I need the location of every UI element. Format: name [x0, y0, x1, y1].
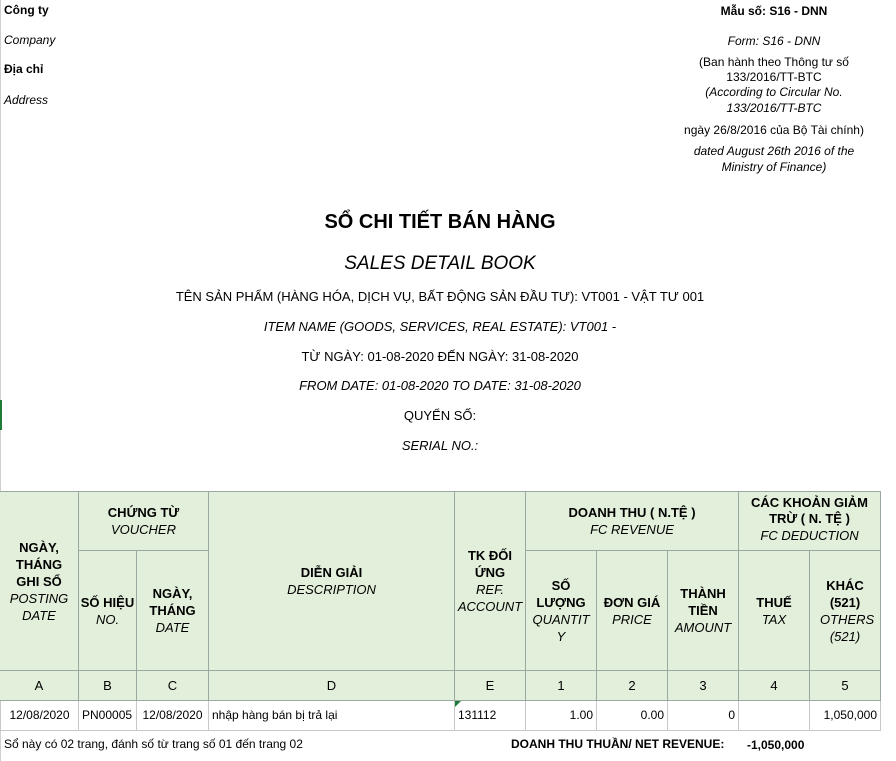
header-voucher-no: SỐ HIỆU NO. [79, 551, 137, 671]
cell-comment-indicator [455, 701, 461, 707]
cell-tax[interactable] [739, 701, 810, 731]
cell-price[interactable]: 0.00 [597, 701, 668, 731]
serial: QUYỂN SỐ: [403, 408, 477, 423]
item-name-en: ITEM NAME (GOODS, SERVICES, REAL ESTATE): VT001 - [263, 319, 617, 334]
cell-others[interactable]: 1,050,000 [810, 701, 881, 731]
col-letter-c: C [137, 671, 209, 701]
col-letter-b: B [79, 671, 137, 701]
company-label-en: Company [4, 33, 56, 47]
serial-en: SERIAL NO.: [401, 438, 479, 453]
col-number-2: 2 [597, 671, 668, 701]
header-others: KHÁC (521) OTHERS (521) [810, 551, 881, 671]
period: TỪ NGÀY: 01-08-2020 ĐẾN NGÀY: 31-08-2020 [301, 349, 579, 364]
header-fc-revenue: DOANH THU ( N.TỆ ) FC REVENUE [526, 491, 739, 551]
header-ref-account: TK ĐỐI ỨNG REF. ACCOUNT [455, 491, 526, 671]
page-title-en: SALES DETAIL BOOK [344, 253, 536, 274]
header-posting-date: NGÀY, THÁNG GHI SỔ POSTING DATE [0, 491, 79, 671]
header-description: DIỄN GIẢI DESCRIPTION [209, 491, 455, 671]
address-label: Địa chỉ [4, 62, 44, 76]
col-number-3: 3 [668, 671, 739, 701]
issued-date-en-2: Ministry of Finance) [721, 160, 827, 174]
cell-voucher-no[interactable]: PN00005 [79, 701, 137, 731]
period-en: FROM DATE: 01-08-2020 TO DATE: 31-08-2020 [299, 378, 581, 393]
issued-date: ngày 26/8/2016 của Bộ Tài chính) [684, 123, 864, 137]
col-letter-e: E [455, 671, 526, 701]
net-revenue-label: DOANH THU THUẦN/ NET REVENUE: [511, 737, 725, 751]
issued-en-2: 133/2016/TT-BTC [726, 101, 822, 115]
col-letter-a: A [0, 671, 79, 701]
col-number-1: 1 [526, 671, 597, 701]
issued-line-2: 133/2016/TT-BTC [726, 70, 822, 84]
company-label: Công ty [4, 3, 49, 17]
col-number-4: 4 [739, 671, 810, 701]
issued-date-en-1: dated August 26th 2016 of the [693, 144, 855, 158]
cell-quantity[interactable]: 1.00 [526, 701, 597, 731]
header-price: ĐƠN GIÁ PRICE [597, 551, 668, 671]
issued-line-1: (Ban hành theo Thông tư số [699, 55, 849, 69]
header-voucher-date: NGÀY, THÁNG DATE [137, 551, 209, 671]
address-label-en: Address [4, 93, 49, 107]
header-quantity: SỐ LƯỢNG QUANTITY [526, 551, 597, 671]
header-tax: THUẾ TAX [739, 551, 810, 671]
cell-ref-account[interactable]: 131112 [455, 701, 526, 731]
issued-en-1: (According to Circular No. [705, 85, 843, 99]
form-code: Mẫu số: S16 - DNN [720, 4, 828, 18]
header-voucher: CHỨNG TỪ VOUCHER [79, 491, 209, 551]
col-letter-d: D [209, 671, 455, 701]
page-title: SỔ CHI TIẾT BÁN HÀNG [324, 211, 556, 233]
page-count-note: Sổ này có 02 trang, đánh số từ trang số 01 đến trang 02 [4, 737, 303, 751]
header-fc-deduction: CÁC KHOẢN GIẢM TRỪ ( N. TỆ ) FC DEDUCTION [739, 491, 881, 551]
cell-amount[interactable]: 0 [668, 701, 739, 731]
item-name: TÊN SẢN PHẨM (HÀNG HÓA, DỊCH VỤ, BẤT ĐỘNG SẢN ĐẦU TƯ): VT001 - VẬT TƯ 001 [175, 289, 705, 304]
net-revenue-value: -1,050,000 [747, 738, 805, 752]
cell-posting-date[interactable]: 12/08/2020 [0, 701, 79, 731]
col-number-5: 5 [810, 671, 881, 701]
header-amount: THÀNH TIỀN AMOUNT [668, 551, 739, 671]
cell-voucher-date[interactable]: 12/08/2020 [137, 701, 209, 731]
form-code-en: Form: S16 - DNN [727, 34, 821, 48]
cell-description[interactable]: nhập hàng bán bị trả lại [209, 701, 455, 731]
